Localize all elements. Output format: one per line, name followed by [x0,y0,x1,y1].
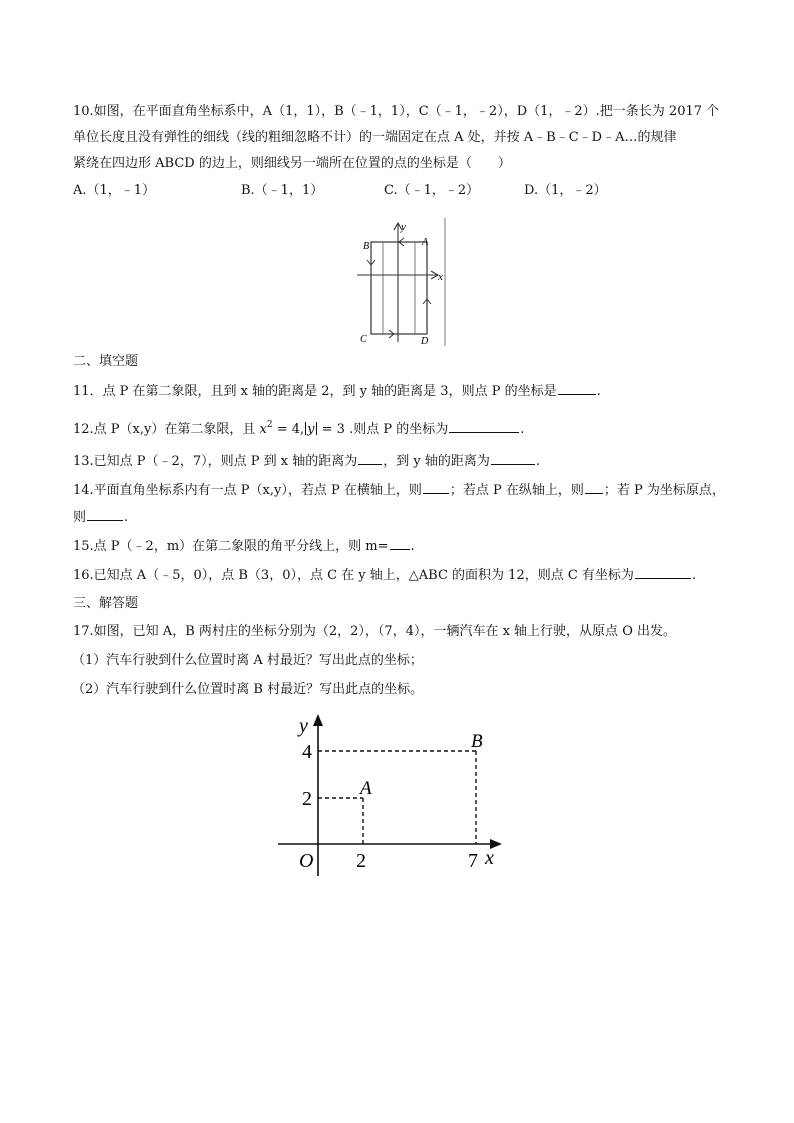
fig17-tick-y2: 2 [302,788,312,810]
q12-end: . [520,422,525,437]
fig17-tick-x2: 2 [356,850,366,872]
fig10-b-label: B [363,241,370,252]
section-answer-heading: 三、解答题 [73,596,139,611]
q10-line-2: 单位长度且没有弹性的细线（线的粗细忽略不计）的一端固定在点 A 处，并按 A﹣B﹣C﹣D﹣A…的规律 [73,130,677,145]
q10-option-b: B.（﹣1，1） [241,183,324,198]
fig17-point-a-label: A [360,778,372,799]
fig17-x-label: x [485,847,494,869]
q15 [73,537,415,556]
q16 [73,566,696,585]
fig17-y-label: y [299,715,308,737]
fig10-d-label: D [421,336,429,346]
q13-blank-1[interactable] [358,452,382,465]
q10-figure [357,218,449,346]
q11-answer-blank[interactable] [558,382,596,395]
q14-blank-1[interactable] [423,481,449,494]
q12-answer-blank[interactable] [449,420,519,433]
q13 [73,452,540,471]
q12-square-exponent: 2 [266,420,273,430]
fig10-x-label: x [438,271,443,283]
q12-eq2: = 3 [317,422,345,437]
q10-option-a: A.（1，﹣1） [73,183,156,198]
q16-end: . [691,568,697,583]
q13-end: . [535,454,540,469]
q17-sub-2: （2）汽车行驶到什么位置时离 B 村最近？写出此点的坐标。 [72,682,424,697]
q14-line-1 [73,481,725,500]
fig10-c-label: C [360,334,367,345]
q17-sub-1: （1）汽车行驶到什么位置时离 A 村最近？写出此点的坐标； [72,653,423,668]
q10-line-3: 紧绕在四边形 ABCD 的边上，则细线另一端所在位置的点的坐标是（ ） [73,156,511,171]
section-fill-in-heading: 二、填空题 [73,354,139,369]
q14-line-2 [73,508,128,527]
q13-text-b: ，到 y 轴的距离为 [383,454,490,469]
fig10-y-label: y [401,221,406,233]
q10-option-c: C.（﹣1，﹣2） [384,183,480,198]
q10-option-d: D.（1，﹣2） [524,183,607,198]
q17-figure [276,712,506,880]
q12-pre: 12.点 P（x,y）在第二象限，且 [73,422,256,437]
rect-abcd [371,242,427,334]
q12-y-var: y [307,422,315,437]
q17-line-1: 17.如图，已知 A，B 两村庄的坐标分别为（2，2），（7，4），一辆汽车在 x 轴上行驶，从原点 O 出发。 [73,624,676,639]
q16-answer-blank[interactable] [635,566,691,579]
q10-options [73,182,713,200]
q11 [73,382,601,401]
abs-bar-left [305,422,306,435]
abs-bar-right [316,422,317,435]
q13-blank-2[interactable] [491,452,535,465]
q11-end: . [596,384,601,399]
q14-text-b: ；若点 P 在纵轴上，则 [449,483,584,498]
q10-line-1: 10.如图，在平面直角坐标系中，A（1，1），B（﹣1，1），C（﹣1，﹣2），D（1，﹣2）.把一条长为 2017 个 [73,104,720,119]
q14-blank-2[interactable] [585,481,603,494]
q14-text-c: ；若 P 为坐标原点， [603,483,725,498]
q12-eq1: = 4, [272,422,305,437]
q14-text-a: 14.平面直角坐标系内有一点 P（x,y），若点 P 在横轴上，则 [73,483,422,498]
fig10-a-label: A [422,237,429,248]
q13-text-a: 13.已知点 P（﹣2，7），则点 P 到 x 轴的距离为 [73,454,358,469]
fig17-tick-x7: 7 [468,850,478,872]
fig17-point-b-label: B [471,731,483,752]
q14-end: . [124,510,129,525]
q11-text: 11．点 P 在第二象限，且到 x 轴的距离是 2，到 y 轴的距离是 3，则点 P 的坐标是 [73,384,557,399]
q12-post: .则点 P 的坐标为 [344,422,449,437]
q15-text: 15.点 P（﹣2，m）在第二象限的角平分线上，则 m= [73,539,389,554]
q15-end: . [410,539,415,554]
y-axis-arrow [313,714,323,726]
fig17-tick-y4: 4 [302,741,312,763]
q12-x-var: x [259,422,267,437]
q12 [73,416,524,439]
fig17-origin-label: O [299,850,314,872]
q14-blank-3[interactable] [87,508,123,521]
q15-answer-blank[interactable] [390,537,410,550]
q16-text: 16.已知点 A（﹣5，0），点 B（3，0），点 C 在 y 轴上，△ABC 的面积为 12，则点 C 有坐标为 [73,568,634,583]
q14-text-d: 则 [73,510,87,525]
